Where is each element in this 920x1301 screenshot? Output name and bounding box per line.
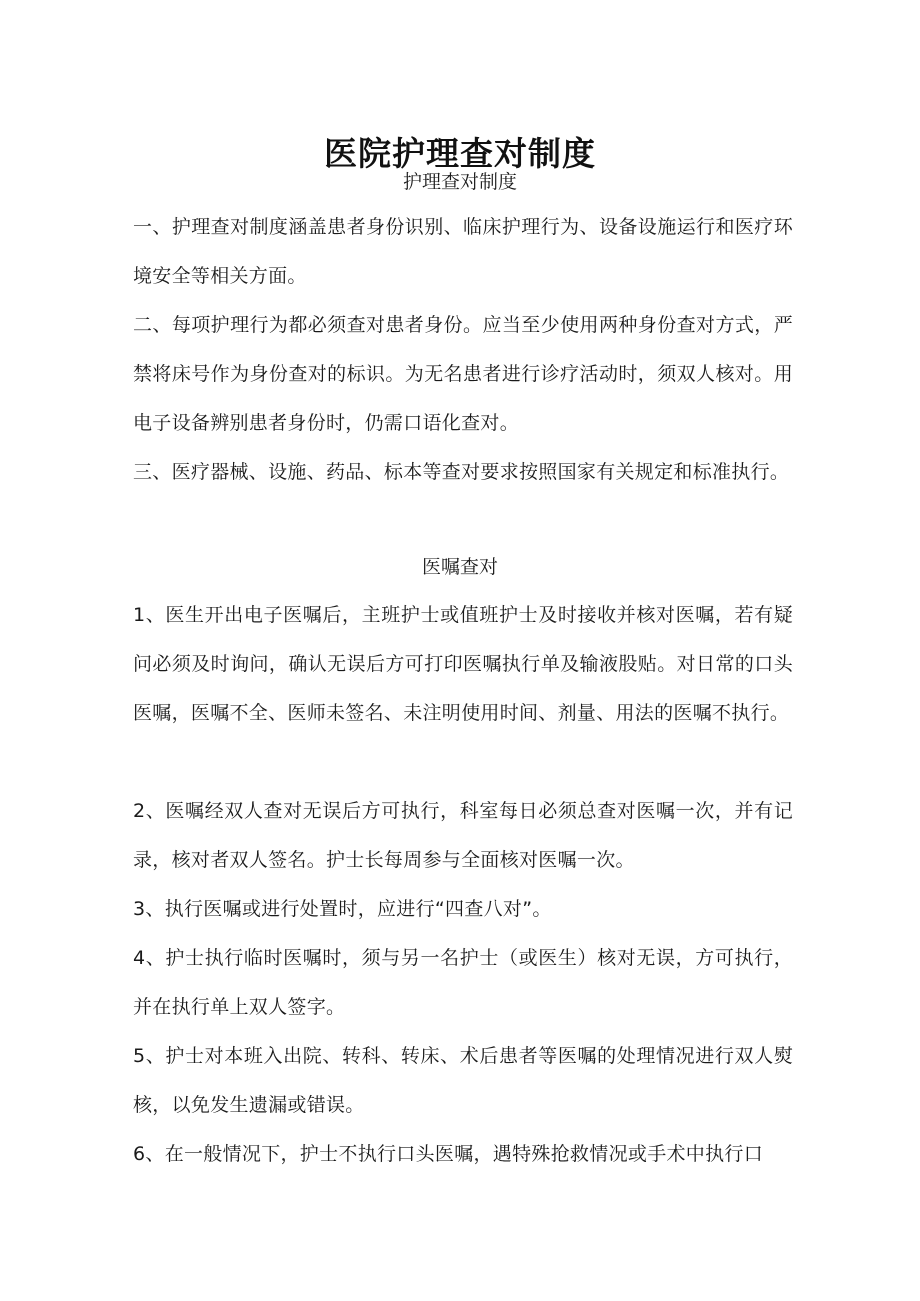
paragraph-order-6: 6、在一般情况下，护士不执行口头医嘱，遇特殊抢救情况或手术中执行口 (133, 1143, 763, 1165)
paragraph-nursing-3: 三、医疗器械、设施、药品、标本等查对要求按照国家有关规定和标准执行。 (133, 461, 790, 483)
paragraph-order-3: 3、执行医嘱或进行处置时，应进行“四查八对”。 (133, 898, 552, 920)
paragraph-order-5: 5、护士对本班入出院、转科、转床、术后患者等医嘱的处理情况进行双人熨核，以免发生遗漏或错误。 (133, 1045, 793, 1116)
paragraph-nursing-1: 一、护理查对制度涵盖患者身份识别、临床护理行为、设备设施运行和医疗环境安全等相关方面。 (133, 216, 793, 287)
paragraph-order-4: 4、护士执行临时医嘱时，须与另一名护士（或医生）核对无误，方可执行，并在执行单上双人签字。 (133, 947, 793, 1018)
paragraph-nursing-2: 二、每项护理行为都必须查对患者身份。应当至少使用两种身份查对方式，严禁将床号作为身份查对的标识。为无名患者进行诊疗活动时，须双人核对。用电子设备辨别患者身份时，仍需口语化查对。 (133, 314, 793, 434)
paragraph-order-2: 2、医嘱经双人查对无误后方可执行，科室每日必须总查对医嘱一次，并有记录，核对者双人签名。护士长每周参与全面核对医嘱一次。 (133, 800, 793, 871)
paragraph-order-1: 1、医生开出电子医嘱后，主班护士或值班护士及时接收并核对医嘱，若有疑问必须及时询问，确认无误后方可打印医嘱执行单及输液股贴。对日常的口头医嘱，医嘱不全、医师未签名、未注明使用时间、剂量、用法的医嘱不执行。 (133, 604, 793, 724)
document-title: 医院护理查对制度 (324, 134, 596, 174)
section-heading-nursing-check: 护理查对制度 (402, 171, 517, 193)
section-heading-order-check: 医嘱查对 (421, 556, 498, 578)
